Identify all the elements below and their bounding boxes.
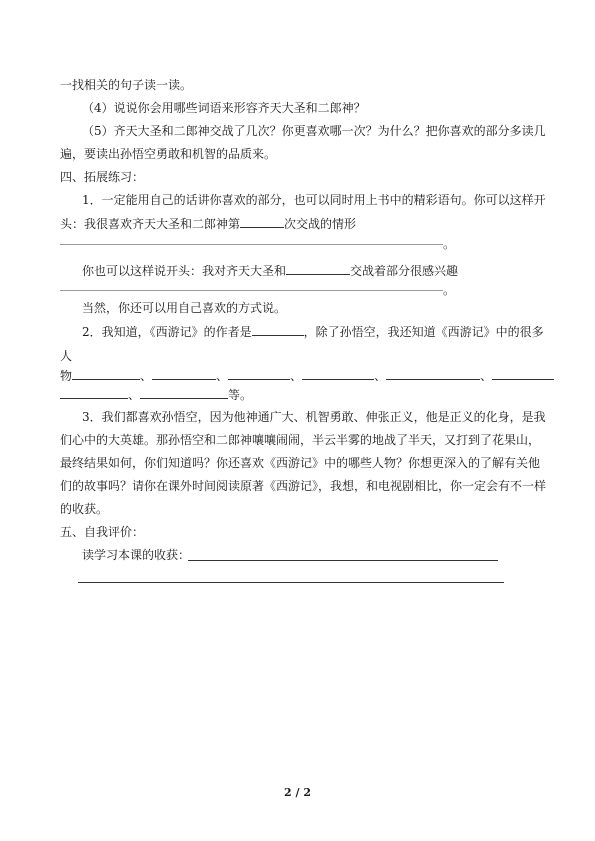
text-line: 一找相关的句子读一读。 — [60, 78, 193, 92]
blank-field[interactable] — [286, 262, 350, 275]
prompt-text: 2．我知道，《西游记》的作者是 — [82, 325, 252, 339]
author-blank[interactable] — [252, 323, 304, 336]
answer-line[interactable] — [78, 582, 504, 583]
exercise-2 — [82, 323, 544, 340]
prompt-text: 你也可以这样说开头：我对齐天大圣和 — [82, 264, 287, 278]
section-heading-5: 五、自我评价： — [60, 525, 145, 539]
prompt-text: 物 — [60, 369, 73, 383]
text-line: 们的故事吗？请你在课外时间阅读原著《西游记》，我想，和电视剧相比，你一定会有不一样 — [60, 479, 547, 493]
exercise-1-prompt — [60, 215, 356, 232]
text-line: 遍，要读出孙悟空勇敢和机智的品质来。 — [60, 147, 277, 161]
character-blank[interactable] — [302, 367, 374, 380]
separator: 、 — [290, 369, 303, 383]
character-blank[interactable] — [492, 367, 554, 380]
self-evaluation-label: 读学习本课的收获： — [82, 548, 191, 562]
character-blank[interactable] — [60, 386, 128, 399]
prompt-text: 头：我很喜欢齐天大圣和二郎神第 — [60, 217, 241, 231]
blank-field[interactable] — [240, 215, 284, 228]
separator: 、 — [480, 369, 493, 383]
separator: 、 — [216, 369, 229, 383]
text-line: 最终结果如何，你们知道吗？你还喜欢《西游记》中的哪些人物？你想更深入的了解有关他 — [60, 456, 541, 470]
separator: 、 — [140, 369, 153, 383]
period: 。 — [443, 237, 456, 251]
text-line: 的收获。 — [60, 502, 109, 516]
characters-line — [60, 367, 554, 384]
character-blank[interactable] — [386, 367, 480, 380]
character-blank[interactable] — [140, 386, 228, 399]
separator: 、 — [374, 369, 387, 383]
characters-line-2 — [60, 386, 252, 403]
exercise-3: 3．我们都喜欢孙悟空，因为他神通广大、机智勇敢、伸张正义，他是正义的化身，是我 — [82, 410, 546, 424]
exercise-1: 1．一定能用自己的话讲你喜欢的部分，也可以同时用上书中的精彩语句。你可以这样开 — [82, 193, 546, 207]
character-blank[interactable] — [152, 367, 216, 380]
exercise-1-alt-prompt — [82, 262, 458, 279]
character-blank[interactable] — [72, 367, 140, 380]
separator: 、 — [128, 388, 141, 402]
text-line: 当然，你还可以用自己喜欢的方式说。 — [82, 301, 287, 315]
text-line: 人 — [60, 349, 73, 363]
period: 。 — [443, 283, 456, 297]
answer-line[interactable] — [60, 244, 443, 245]
question-4: （4）说说你会用哪些词语来形容齐天大圣和二郎神？ — [82, 101, 366, 115]
section-heading-4: 四、拓展练习： — [60, 170, 145, 184]
page-number: 2 / 2 — [284, 786, 311, 799]
prompt-text: 次交战的情形 — [284, 217, 357, 231]
end-text: 等。 — [228, 388, 253, 402]
question-5: （5）齐天大圣和二郎神交战了几次？你更喜欢哪一次？为什么？把你喜欢的部分多读几 — [82, 124, 546, 138]
text-line: 们心中的大英雄。那孙悟空和二郎神嚷嚷闹闹，半云半雾的地战了半天，又打到了花果山， — [60, 433, 541, 447]
prompt-text: 交战着部分很感兴趣 — [350, 264, 459, 278]
prompt-text: ，除了孙悟空，我还知道《西游记》中的很多 — [303, 325, 544, 339]
answer-line[interactable] — [188, 560, 498, 561]
character-blank[interactable] — [228, 367, 290, 380]
answer-line[interactable] — [60, 290, 443, 291]
